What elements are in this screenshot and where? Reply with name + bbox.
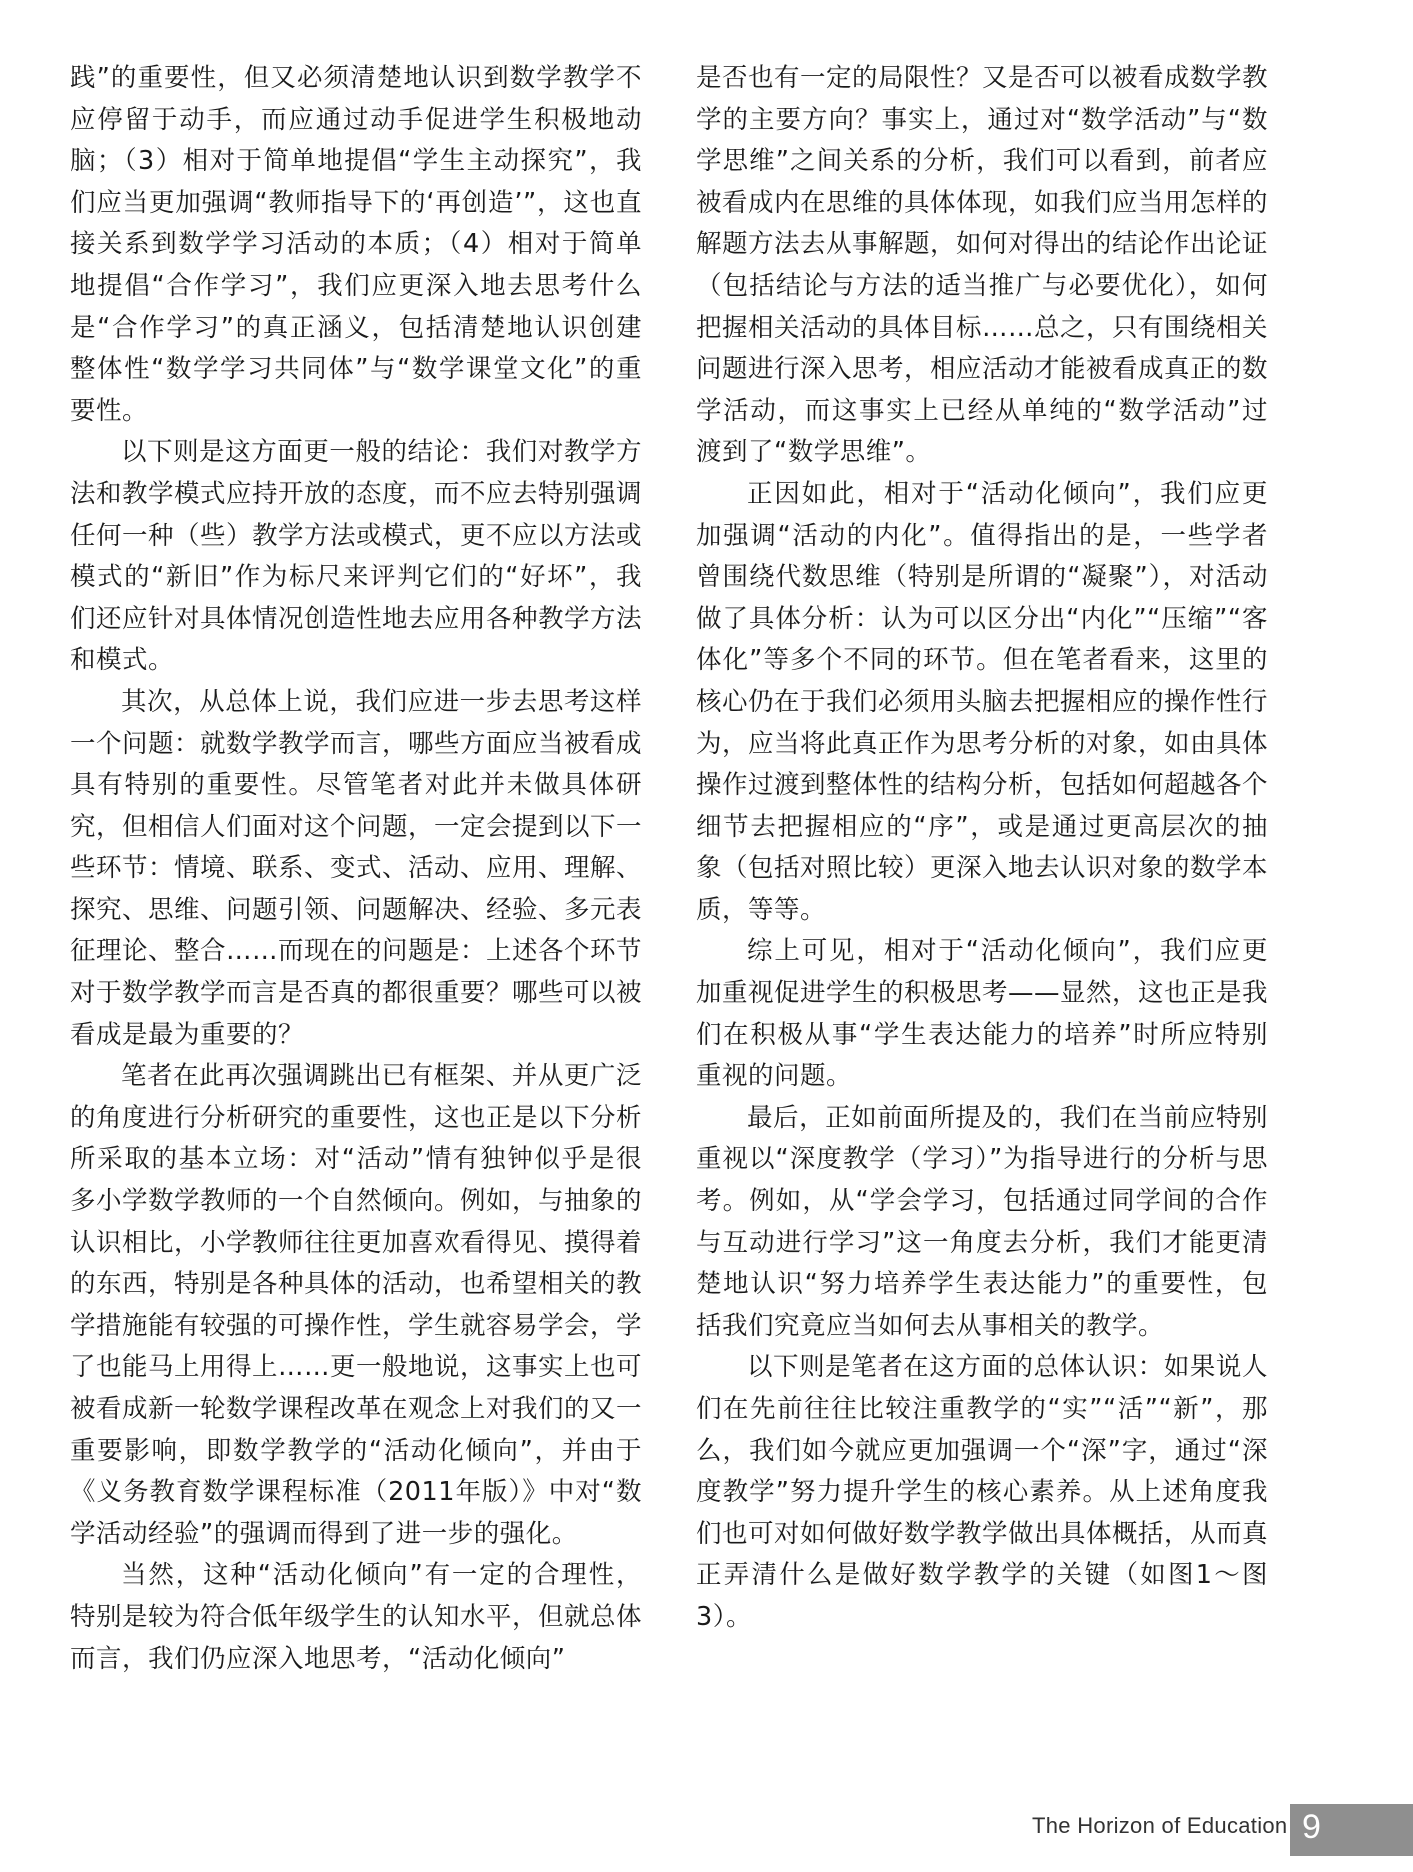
paragraph: 以下则是笔者在这方面的总体认识：如果说人们在先前往往比较注重教学的“实”“活”“新”，那么，我们如今就应更加强调一个“深”字，通过“深度教学”努力提升学生的核心素养。从上述角度我们也可对如何做好数学教学做出具体概括，从而真正弄清什么是做好数学教学的关键（如图1～图3）。: [696, 1352, 1269, 1632]
paragraph: 以下则是这方面更一般的结论：我们对教学方法和教学模式应持开放的态度，而不应去特别强调任何一种（些）教学方法或模式，更不应以方法或模式的“新旧”作为标尺来评判它们的“好坏”，我们还应针对具体情况创造性地去应用各种教学方法和模式。: [70, 437, 643, 676]
right-column: [696, 58, 1268, 1639]
paragraph: 综上可见，相对于“活动化倾向”，我们应更加重视促进学生的积极思考——显然，这也正是我们在积极从事“学生表达能力的培养”时所应特别重视的问题。: [696, 936, 1269, 1092]
paragraph: 最后，正如前面所提及的，我们在当前应特别重视以“深度教学（学习）”为指导进行的分析与思考。例如，从“学会学习，包括通过同学间的合作与互动进行学习”这一角度去分析，我们才能更清楚地认识“努力培养学生表达能力”的重要性，包括我们究竟应当如何去从事相关的教学。: [696, 1102, 1268, 1341]
page-number-box: [1290, 1804, 1413, 1856]
left-column: [70, 58, 642, 1680]
paragraph: 践”的重要性，但又必须清楚地认识到数学教学不应停留于动手，而应通过动手促进学生积极地动脑；（3）相对于简单地提倡“学生主动探究”，我们应当更加强调“教师指导下的‘再创造’”，这也直接关系到数学学习活动的本质；（4）相对于简单地提倡“合作学习”，我们应更深入地去思考什么是“合作学习”的真正涵义，包括清楚地认识创建整体性“数学学习共同体”与“数学课堂文化”的重要性。: [70, 63, 642, 426]
journal-name: The Horizon of Education: [1032, 1813, 1288, 1838]
paragraph: 其次，从总体上说，我们应进一步去思考这样一个问题：就数学教学而言，哪些方面应当被看成具有特别的重要性。尽管笔者对此并未做具体研究，但相信人们面对这个问题，一定会提到以下一些环节：情境、联系、变式、活动、应用、理解、探究、思维、问题引领、问题解决、经验、多元表征理论、整合……而现在的问题是：上述各个环节对于数学教学而言是否真的都很重要？哪些可以被看成是最为重要的？: [70, 686, 643, 1050]
paragraph: 笔者在此再次强调跳出已有框架、并从更广泛的角度进行分析研究的重要性，这也正是以下分析所采取的基本立场：对“活动”情有独钟似乎是很多小学数学教师的一个自然倾向。例如，与抽象的认识相比，小学教师往往更加喜欢看得见、摸得着的东西，特别是各种具体的活动，也希望相关的教学措施能有较强的可操作性，学生就容易学会，学了也能马上用得上……更一般地说，这事实上也可被看成新一轮数学课程改革在观念上对我们的又一重要影响，即数学教学的“活动化倾向”，并由于《义务教育数学课程标准（2011年版）》中对“数学活动经验”的强调而得到了进一步的强化。: [70, 1061, 643, 1549]
paragraph: 正因如此，相对于“活动化倾向”，我们应更加强调“活动的内化”。值得指出的是，一些学者曾围绕代数思维（特别是所谓的“凝聚”），对活动做了具体分析：认为可以区分出“内化”“压缩”“客体化”等多个不同的环节。但在笔者看来，这里的核心仍在于我们必须用头脑去把握相应的操作性行为，应当将此真正作为思考分析的对象，如由具体操作过渡到整体性的结构分析，包括如何超越各个细节去把握相应的“序”，或是通过更高层次的抽象（包括对照比较）更深入地去认识对象的数学本质，等等。: [696, 478, 1269, 925]
paragraph: 是否也有一定的局限性？又是否可以被看成数学教学的主要方向？事实上，通过对“数学活动”与“数学思维”之间关系的分析，我们可以看到，前者应被看成内在思维的具体体现，如我们应当用怎样的解题方法去从事解题，如何对得出的结论作出论证（包括结论与方法的适当推广与必要优化），如何把握相关活动的具体目标……总之，只有围绕相关问题进行深入思考，相应活动才能被看成真正的数学活动，而这事实上已经从单纯的“数学活动”过渡到了“数学思维”。: [696, 63, 1269, 468]
page-number: 9: [1302, 1808, 1321, 1846]
paragraph: 当然，这种“活动化倾向”有一定的合理性，特别是较为符合低年级学生的认知水平，但就总体而言，我们仍应深入地思考，“活动化倾向”: [70, 1560, 643, 1674]
